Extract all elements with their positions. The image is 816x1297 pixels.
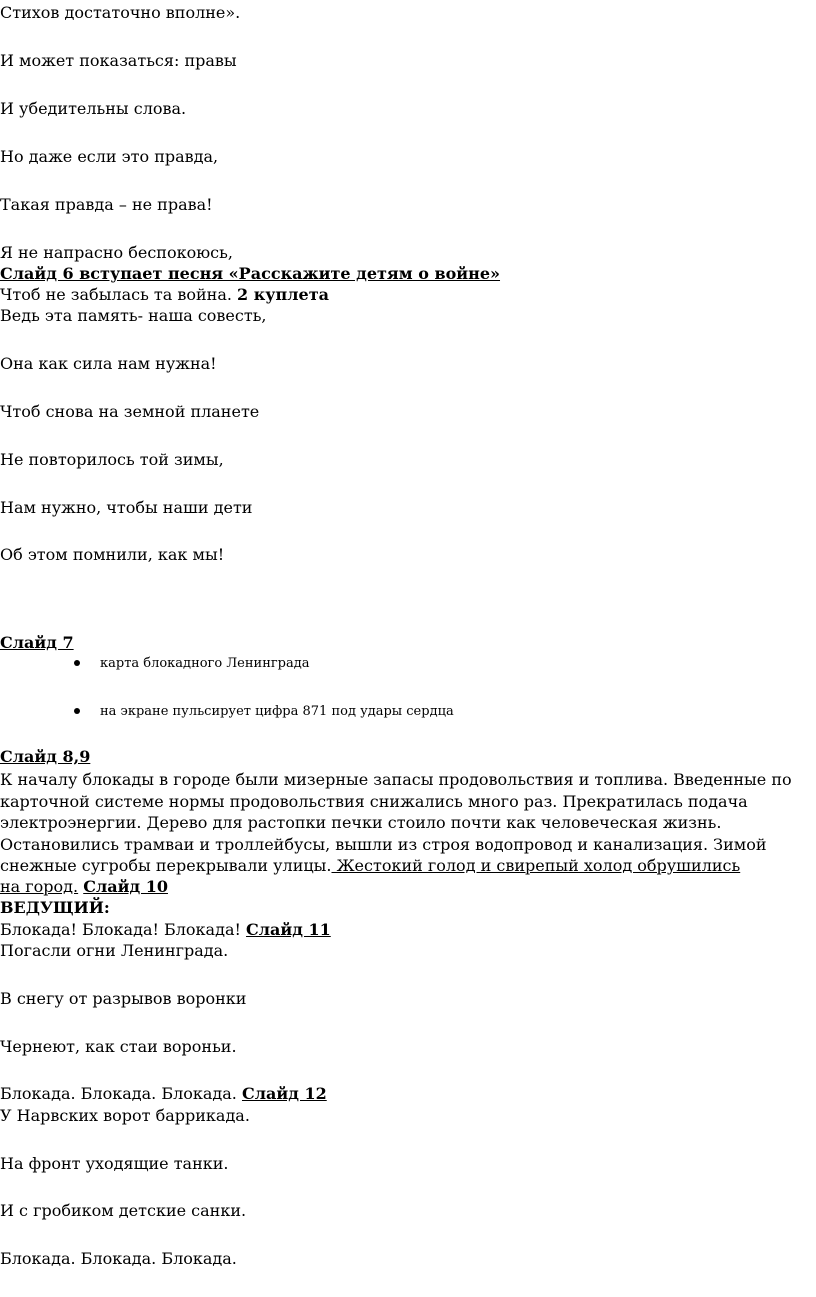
poem-line: У Нарвских ворот баррикада. [0,1106,250,1125]
poem-line [0,919,331,940]
paragraph-underlined: на город. [0,877,79,896]
slide-6-heading: Слайд 6 вступает песня «Расскажите детям о войне» [0,264,501,283]
slide-8-9-heading: Слайд 8,9 [0,747,91,766]
text-line: Чтоб снова на земной планете [0,402,260,421]
poem-line: Чернеют, как стаи вороньи. [0,1037,237,1056]
bullet-icon [74,708,80,714]
poem-line: Блокада. Блокада. Блокада. [0,1249,237,1268]
slide-12-marker: Слайд 12 [241,1084,327,1103]
poem-part: Блокада. Блокада. Блокада. [0,1084,237,1103]
poem-part: Блокада! Блокада! Блокада! [0,920,241,939]
text-line [0,284,329,305]
list-item: на экране пульсирует цифра 871 под удары сердца [100,704,454,719]
poem-line [0,1083,327,1104]
paragraph-line: К началу блокады в городе были мизерные запасы продовольствия и топлива. Введенные по [0,770,792,789]
text-line: И убедительны слова. [0,99,187,118]
text-line: Стихов достаточно вполне». [0,3,241,22]
text-line: Не повторилось той зимы, [0,450,224,469]
paragraph-line: Остановились трамваи и троллейбусы, вышли из строя водопровод и канализация. Зимой [0,835,767,854]
slide-7-heading: Слайд 7 [0,633,74,652]
text-line: Я не напрасно беспокоюсь, [0,243,233,262]
poem-line: Погасли огни Ленинграда. [0,941,229,960]
verse-count: 2 куплета [237,285,329,304]
poem-line: На фронт уходящие танки. [0,1154,229,1173]
leader-heading: ВЕДУЩИЙ: [0,898,110,917]
slide-11-marker: Слайд 11 [246,920,331,939]
text-line: Она как сила нам нужна! [0,354,217,373]
text-line: Но даже если это правда, [0,147,219,166]
bullet-icon [74,660,80,666]
text-line: Такая правда – не права! [0,195,213,214]
list-item: карта блокадного Ленинграда [100,656,310,671]
paragraph-line [0,855,740,876]
text-line: Нам нужно, чтобы наши дети [0,498,253,517]
paragraph-part: снежные сугробы перекрывали улицы. [0,856,332,875]
text-line: Об этом помнили, как мы! [0,545,225,564]
paragraph-line [0,876,168,897]
poem-line: И с гробиком детские санки. [0,1201,247,1220]
text-line-part: Чтоб не забылась та война. [0,285,232,304]
slide-10-marker: Слайд 10 [83,877,168,896]
paragraph-line: электроэнергии. Дерево для растопки печки стоило почти как человеческая жизнь. [0,813,722,832]
text-line: Ведь эта память- наша совесть, [0,306,267,325]
text-line: И может показаться: правы [0,51,237,70]
paragraph-underlined: Жестокий голод и свирепый холод обрушились [331,856,741,875]
poem-line: В снегу от разрывов воронки [0,989,247,1008]
paragraph-line: карточной системе нормы продовольствия снижались много раз. Прекратилась подача [0,792,748,811]
